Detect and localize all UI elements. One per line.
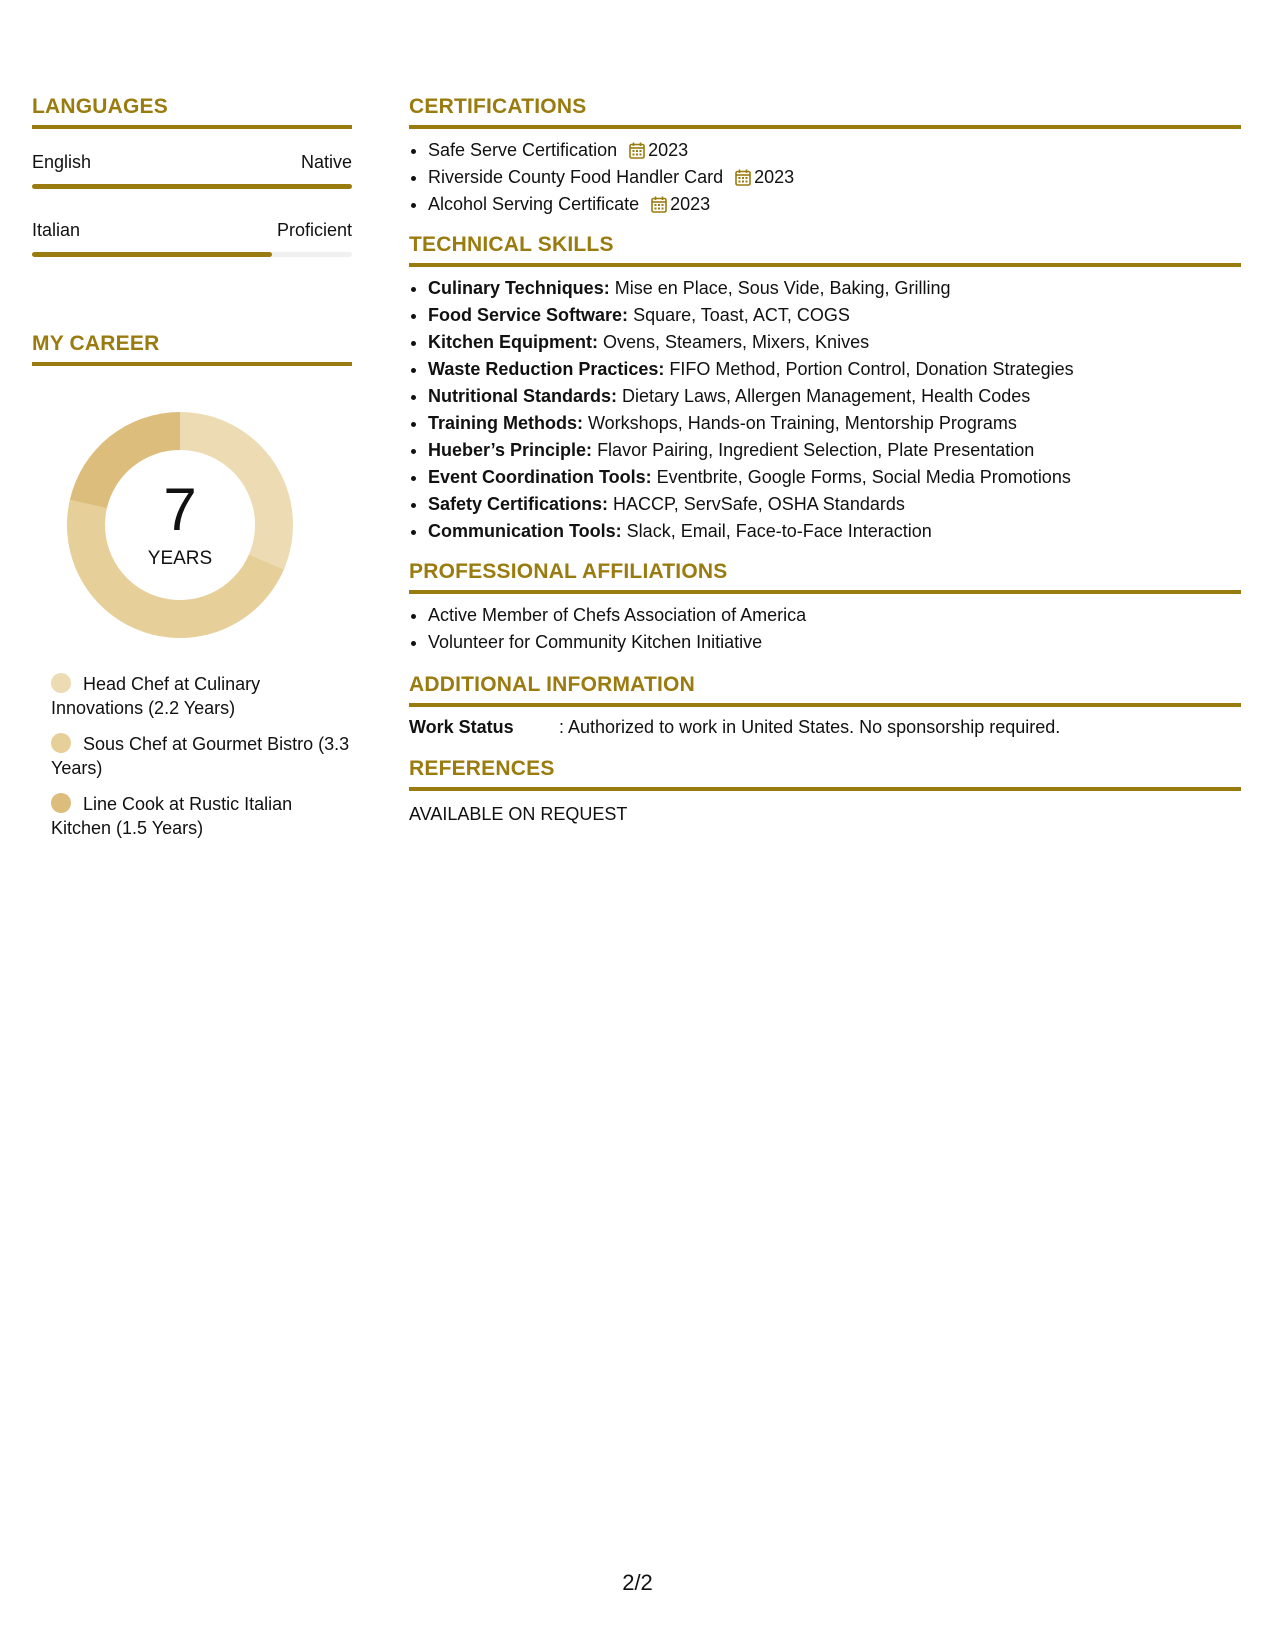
skill-label: Nutritional Standards: bbox=[428, 386, 618, 406]
references-text: AVAILABLE ON REQUEST bbox=[409, 804, 628, 824]
certification-name: Riverside County Food Handler Card bbox=[428, 167, 724, 187]
calendar-icon bbox=[651, 196, 667, 213]
career-title: MY CAREER bbox=[32, 331, 352, 366]
calendar-icon bbox=[629, 142, 645, 159]
list-item: • Active Member of Chefs Association of America bbox=[428, 602, 1241, 629]
skill-label: Culinary Techniques: bbox=[428, 278, 610, 298]
list-item bbox=[428, 437, 1241, 464]
affiliations-section bbox=[409, 559, 1241, 656]
career-section bbox=[32, 331, 352, 840]
career-donut bbox=[65, 410, 295, 640]
language-bar-fill bbox=[32, 184, 352, 189]
legend-dot bbox=[51, 673, 71, 693]
list-item bbox=[428, 302, 1241, 329]
skill-label: Safety Certifications: bbox=[428, 494, 609, 514]
language-row-english bbox=[32, 151, 352, 173]
skill-value: Mise en Place, Sous Vide, Baking, Grilling bbox=[609, 278, 951, 298]
left-column bbox=[32, 94, 352, 852]
list-item bbox=[428, 137, 1241, 164]
work-status-value: : Authorized to work in United States. No sponsorship required. bbox=[559, 717, 1061, 737]
list-item bbox=[428, 329, 1241, 356]
skill-value: FIFO Method, Portion Control, Donation Strategies bbox=[664, 359, 1074, 379]
legend-label: Line Cook at Rustic Italian Kitchen (1.5 Years) bbox=[51, 794, 293, 838]
list-item bbox=[428, 383, 1241, 410]
technical-skills-list bbox=[409, 275, 1241, 545]
skill-label: Waste Reduction Practices: bbox=[428, 359, 665, 379]
affiliations-title: PROFESSIONAL AFFILIATIONS bbox=[409, 559, 1241, 594]
list-item bbox=[428, 410, 1241, 437]
certification-year: 2023 bbox=[754, 167, 795, 187]
legend-item bbox=[51, 792, 351, 840]
donut-center bbox=[65, 410, 295, 640]
language-bar-track bbox=[32, 252, 352, 257]
legend-item bbox=[51, 672, 351, 720]
certification-name: Safe Serve Certification bbox=[428, 140, 618, 160]
language-bar-fill bbox=[32, 252, 272, 257]
language-level: Proficient bbox=[276, 220, 352, 240]
languages-section bbox=[32, 94, 352, 257]
skill-value: Dietary Laws, Allergen Management, Health Codes bbox=[617, 386, 1031, 406]
technical-skills-title: TECHNICAL SKILLS bbox=[409, 232, 1241, 267]
work-status-label: Work Status bbox=[409, 717, 514, 737]
skill-value: Square, Toast, ACT, COGS bbox=[628, 305, 850, 325]
skill-value: Flavor Pairing, Ingredient Selection, Plate Presentation bbox=[592, 440, 1035, 460]
skill-value: Eventbrite, Google Forms, Social Media Promotions bbox=[651, 467, 1071, 487]
certification-year: 2023 bbox=[670, 194, 711, 214]
list-item bbox=[428, 191, 1241, 218]
skill-label: Communication Tools: bbox=[428, 521, 622, 541]
additional-info-title: ADDITIONAL INFORMATION bbox=[409, 672, 1241, 707]
list-item bbox=[428, 464, 1241, 491]
career-total-unit: YEARS bbox=[147, 548, 213, 569]
list-item bbox=[428, 491, 1241, 518]
calendar-icon bbox=[735, 169, 751, 186]
list-item bbox=[428, 518, 1241, 545]
work-status-row bbox=[409, 716, 1241, 738]
language-name: English bbox=[32, 152, 92, 172]
technical-skills-section bbox=[409, 232, 1241, 545]
skill-value: Ovens, Steamers, Mixers, Knives bbox=[598, 332, 870, 352]
certifications-list bbox=[409, 137, 1241, 218]
career-total-number: 7 bbox=[163, 476, 197, 543]
skill-value: Slack, Email, Face-to-Face Interaction bbox=[621, 521, 932, 541]
right-column bbox=[409, 94, 1241, 825]
legend-dot bbox=[51, 733, 71, 753]
career-legend bbox=[51, 672, 351, 840]
language-row-italian bbox=[32, 219, 352, 241]
skill-label: Kitchen Equipment: bbox=[428, 332, 598, 352]
languages-title: LANGUAGES bbox=[32, 94, 352, 129]
list-item bbox=[428, 356, 1241, 383]
legend-dot bbox=[51, 793, 71, 813]
language-name: Italian bbox=[32, 220, 81, 240]
references-title: REFERENCES bbox=[409, 756, 1241, 791]
legend-label: Sous Chef at Gourmet Bistro (3.3 Years) bbox=[51, 734, 350, 778]
additional-info-section bbox=[409, 672, 1241, 738]
skill-value: Workshops, Hands-on Training, Mentorship Programs bbox=[583, 413, 1017, 433]
affiliations-list bbox=[409, 602, 1241, 656]
skill-value: HACCP, ServSafe, OSHA Standards bbox=[608, 494, 905, 514]
certification-year: 2023 bbox=[648, 140, 689, 160]
certifications-title: CERTIFICATIONS bbox=[409, 94, 1241, 129]
legend-item bbox=[51, 732, 351, 780]
skill-label: Hueber’s Principle: bbox=[428, 440, 593, 460]
skill-label: Training Methods: bbox=[428, 413, 583, 433]
skill-label: Food Service Software: bbox=[428, 305, 629, 325]
list-item bbox=[428, 164, 1241, 191]
list-item bbox=[428, 275, 1241, 302]
skill-label: Event Coordination Tools: bbox=[428, 467, 652, 487]
certifications-section bbox=[409, 94, 1241, 218]
language-bar-track bbox=[32, 184, 352, 189]
language-level: Native bbox=[300, 152, 352, 172]
page-number: 2/2 bbox=[622, 1570, 653, 1595]
list-item: • Volunteer for Community Kitchen Initiative bbox=[428, 629, 1241, 656]
certification-name: Alcohol Serving Certificate bbox=[428, 194, 640, 214]
references-section bbox=[409, 756, 1241, 825]
legend-label: Head Chef at Culinary Innovations (2.2 Years) bbox=[51, 674, 261, 718]
